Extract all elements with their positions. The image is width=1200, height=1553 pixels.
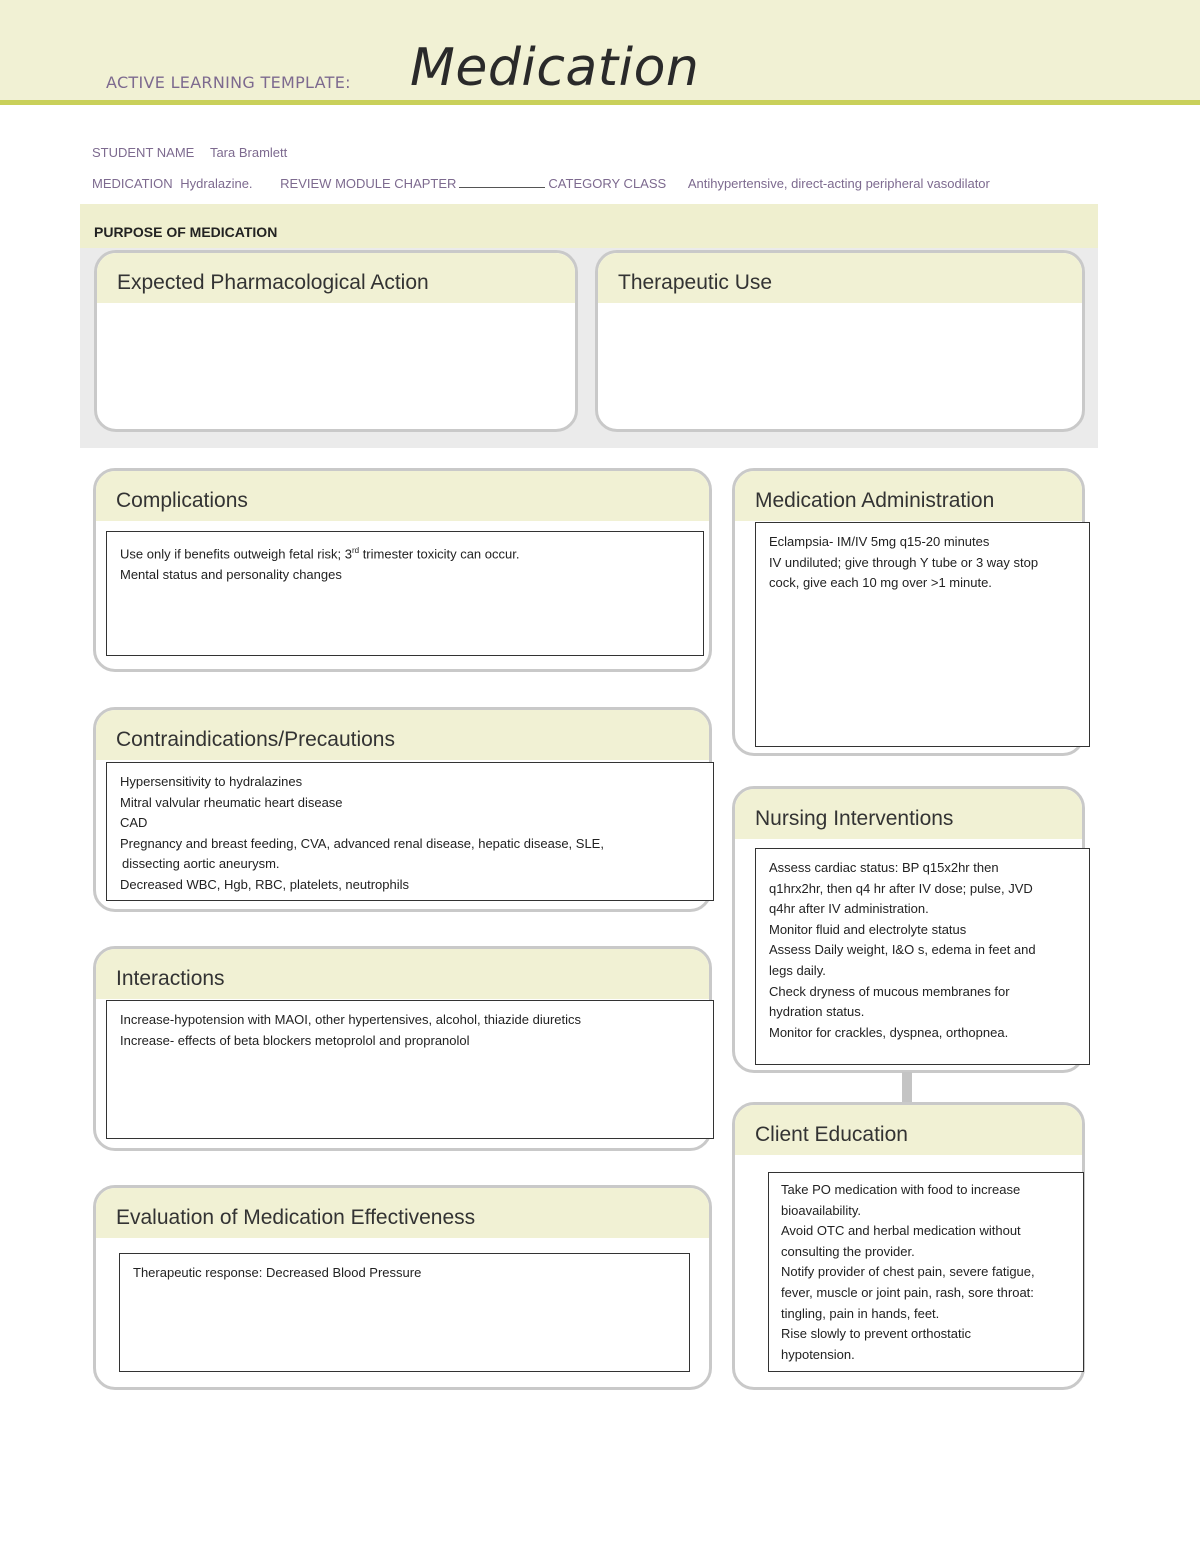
- text-line: Hypersensitivity to hydralazines: [120, 774, 303, 789]
- therapeutic-use-panel: [595, 250, 1085, 432]
- text-line: IV undiluted; give through Y tube or 3 way stop: [769, 554, 1039, 570]
- text-line: Eclampsia- IM/IV 5mg q15-20 minutes: [769, 534, 990, 549]
- nursing-title: Nursing Interventions: [755, 807, 954, 830]
- evaluation-title: Evaluation of Medication Effectiveness: [116, 1206, 476, 1229]
- administration-text: [755, 522, 1090, 747]
- evaluation-text: [119, 1253, 690, 1372]
- text-line: tingling, pain in hands, feet.: [781, 1305, 940, 1321]
- expected-action-title: Expected Pharmacological Action: [117, 271, 429, 294]
- text-line: Assess cardiac status: BP q15x2hr then: [769, 860, 999, 875]
- text-line: Notify provider of chest pain, severe fatigue,: [781, 1264, 1035, 1280]
- interactions-title: Interactions: [116, 967, 225, 990]
- medication-info-row: [92, 176, 990, 191]
- text-line: Take PO medication with food to increase: [781, 1182, 1021, 1197]
- administration-title: Medication Administration: [755, 489, 995, 512]
- header-divider: [0, 100, 1200, 105]
- medication-label: MEDICATION: [92, 176, 173, 191]
- student-name-label: STUDENT NAME: [92, 145, 195, 160]
- medication-value: Hydralazine.: [180, 176, 253, 191]
- text-line: Decreased WBC, Hgb, RBC, platelets, neutrophils: [120, 876, 410, 892]
- text-line: hypotension.: [781, 1346, 855, 1362]
- text-line: fever, muscle or joint pain, rash, sore throat:: [781, 1284, 1034, 1300]
- text-line: Rise slowly to prevent orthostatic: [781, 1326, 972, 1342]
- text-line: Therapeutic response: Decreased Blood Pressure: [133, 1265, 422, 1280]
- contraindications-title: Contraindications/Precautions: [116, 728, 395, 751]
- student-name-value: Tara Bramlett: [209, 145, 288, 160]
- purpose-label: PURPOSE OF MEDICATION: [94, 224, 278, 240]
- connector-bar: [902, 1072, 912, 1104]
- therapeutic-use-title: Therapeutic Use: [618, 271, 773, 294]
- text-line: cock, give each 10 mg over >1 minute.: [769, 575, 992, 591]
- expected-action-panel: [94, 250, 578, 432]
- text-line: consulting the provider.: [781, 1243, 915, 1259]
- text-line: Assess Daily weight, I&O s, edema in feet and: [769, 942, 1036, 958]
- text-line: CAD: [120, 815, 148, 831]
- complications-text: [106, 531, 704, 656]
- template-label: ACTIVE LEARNING TEMPLATE:: [106, 73, 351, 92]
- text-line: Mental status and personality changes: [120, 566, 342, 582]
- text-line: Increase-hypotension with MAOI, other hypertensives, alcohol, thiazide diuretics: [120, 1012, 582, 1027]
- interactions-text: [106, 1000, 714, 1139]
- review-module-blank: [459, 177, 545, 188]
- nursing-text: [755, 848, 1090, 1065]
- text-line: Mitral valvular rheumatic heart disease: [120, 794, 343, 810]
- review-module-label: REVIEW MODULE CHAPTER: [280, 176, 457, 191]
- text-line: q4hr after IV administration.: [769, 901, 929, 917]
- superscript: rd: [351, 546, 360, 555]
- contraindications-text: [106, 762, 714, 901]
- text-line: q1hrx2hr, then q4 hr after IV dose; pulse, JVD: [769, 880, 1033, 896]
- text-line: hydration status.: [769, 1004, 865, 1020]
- text-line: Pregnancy and breast feeding, CVA, advanced renal disease, hepatic disease, SLE,: [120, 835, 604, 851]
- text-fragment: Use only if benefits outweigh fetal risk; 3: [120, 546, 352, 562]
- category-class-label: CATEGORY CLASS: [548, 176, 667, 191]
- education-title: Client Education: [755, 1123, 908, 1146]
- text-line: bioavailability.: [781, 1202, 861, 1218]
- page-title: Medication: [410, 38, 700, 98]
- text-line: Check dryness of mucous membranes for: [769, 983, 1010, 999]
- text-line: dissecting aortic aneurysm.: [122, 856, 280, 872]
- text-line: Monitor fluid and electrolyte status: [769, 921, 967, 937]
- text-line: Monitor for crackles, dyspnea, orthopnea.: [769, 1024, 1009, 1040]
- category-class-value: Antihypertensive, direct-acting peripheral vasodilator: [687, 176, 990, 191]
- text-line: [120, 541, 690, 565]
- student-name-row: [92, 145, 287, 160]
- text-line: Avoid OTC and herbal medication without: [781, 1223, 1021, 1239]
- text-fragment: trimester toxicity can occur.: [359, 546, 520, 562]
- text-line: Increase- effects of beta blockers metoprolol and propranolol: [120, 1032, 470, 1048]
- complications-title: Complications: [116, 489, 248, 512]
- education-text: [768, 1172, 1084, 1372]
- text-line: legs daily.: [769, 962, 826, 978]
